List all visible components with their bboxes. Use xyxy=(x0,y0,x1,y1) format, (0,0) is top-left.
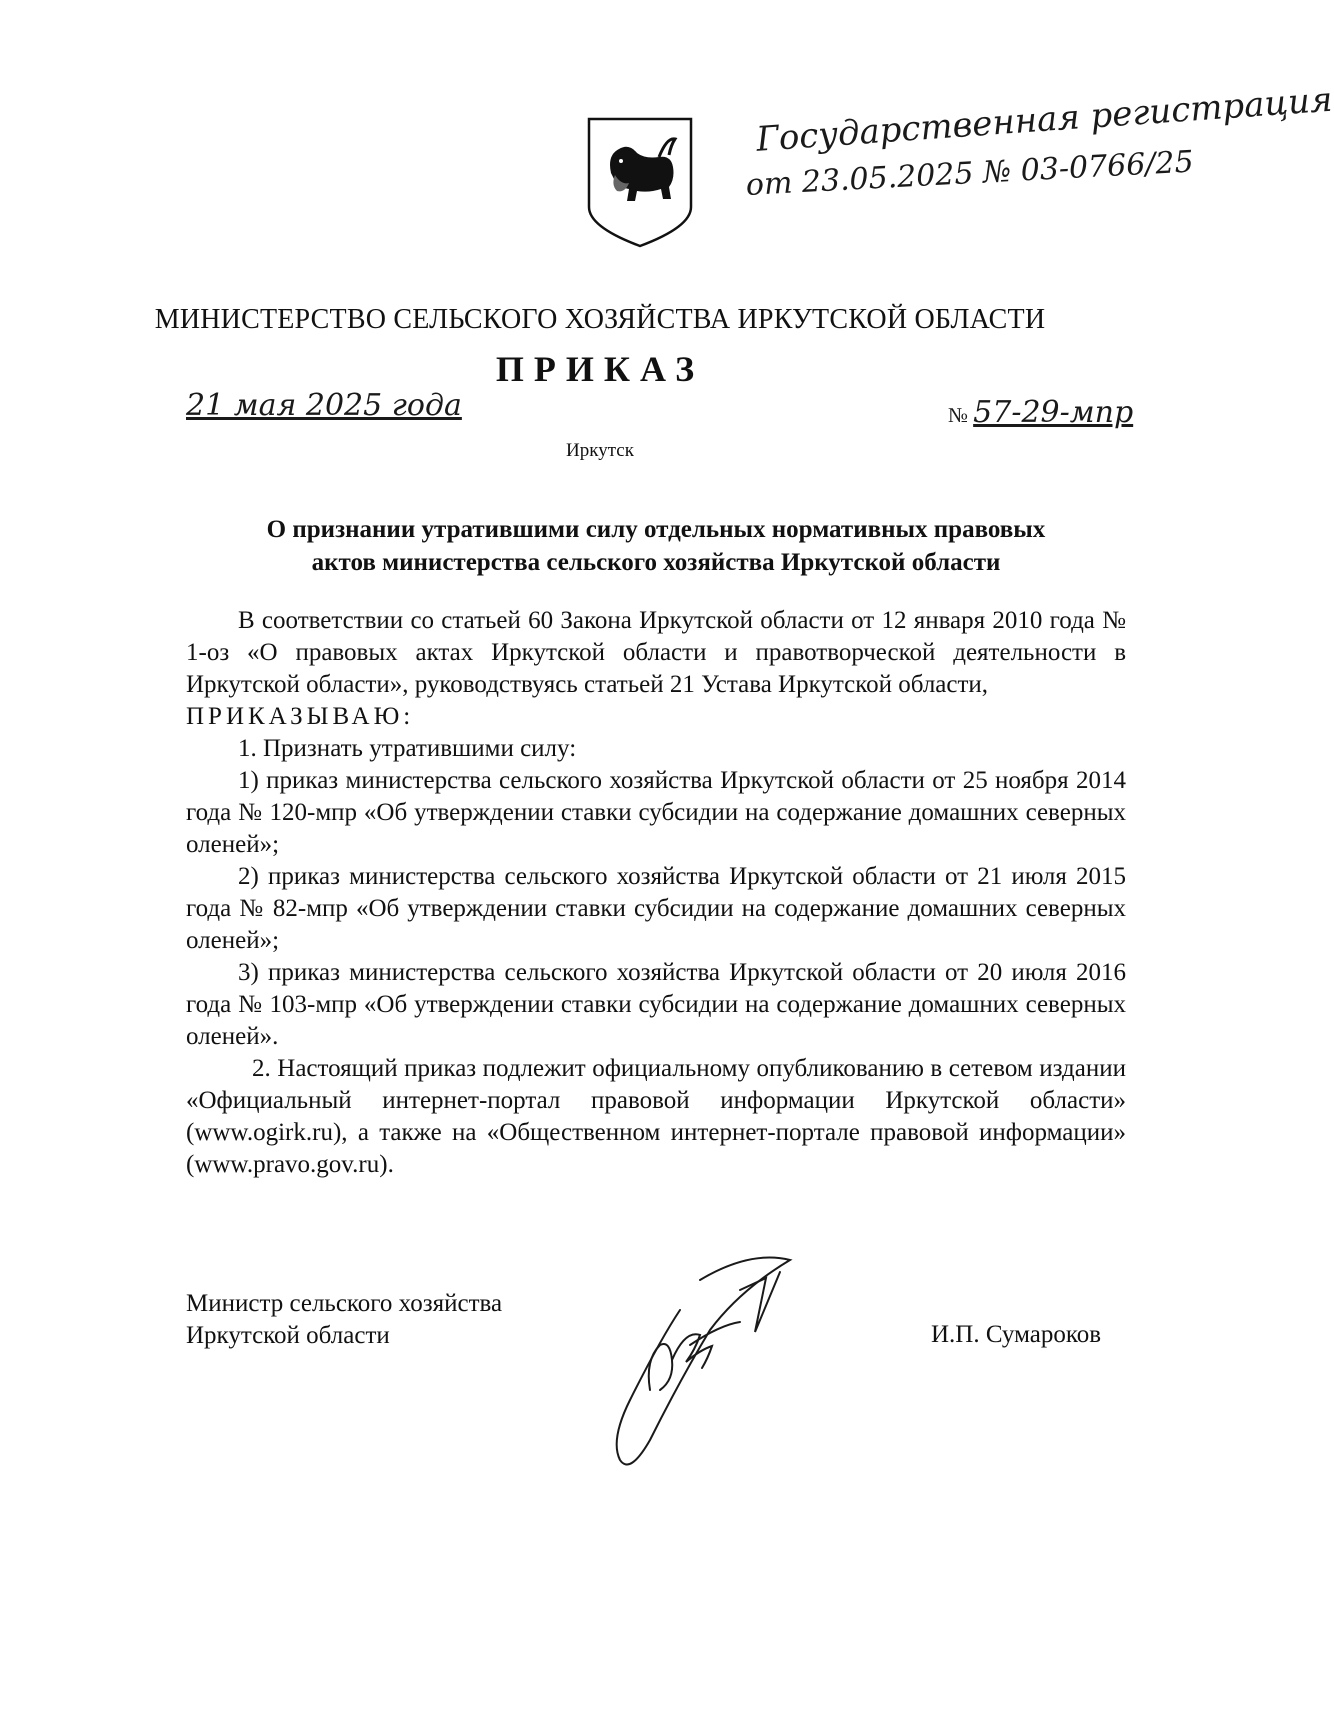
item-1-3: 3) приказ министерства сельского хозяйства Иркутской области от 20 июля 2016 года № 103-мпр «Об утверждении ставки субсидии на содержание домашних северных оленей». xyxy=(186,959,1126,1050)
number-prefix: № xyxy=(948,403,969,427)
title-line1: О признании утратившими силу отдельных нормативных правовых xyxy=(266,516,1046,543)
item-1-1: 1) приказ министерства сельского хозяйства Иркутской области от 25 ноября 2014 года № 120-мпр «Об утверждении ставки субсидии на содержание домашних северных оленей»; xyxy=(186,767,1126,858)
item-1: 1. Признать утратившими силу: xyxy=(238,735,577,762)
document-type: ПРИКАЗ xyxy=(495,349,705,389)
role-line1: Министр сельского хозяйства xyxy=(186,1290,503,1317)
signatory-role xyxy=(186,1288,502,1352)
number-value: 57-29-мпр xyxy=(973,395,1134,430)
role-line2: Иркутской области xyxy=(186,1322,390,1349)
coat-of-arms-icon xyxy=(585,115,695,255)
registration-stamp-line2: от 23.05.2025 № 03-0766/25 xyxy=(745,144,1195,203)
item-1-2: 2) приказ министерства сельского хозяйства Иркутской области от 21 июля 2015 года № 82-мпр «Об утверждении ставки субсидии на содержание домашних северных оленей»; xyxy=(186,863,1126,954)
registration-stamp-line1: Государственная регистрация xyxy=(755,79,1334,160)
handwritten-signature-icon xyxy=(590,1250,850,1485)
intro-paragraph: В соответствии со статьей 60 Закона Иркутской области от 12 января 2010 года № 1-оз «О правовых актах Иркутской области и правотворческой деятельности в Иркутской области», руководствуясь статьей 21 Устава Иркутской области, xyxy=(186,607,1126,698)
signatory-name: И.П. Сумароков xyxy=(931,1321,1102,1348)
document-title xyxy=(186,513,1126,579)
document-body xyxy=(186,605,1126,1181)
title-line2: актов министерства сельского хозяйства Иркутской области xyxy=(311,549,1001,576)
item-2: 2. Настоящий приказ подлежит официальному опубликованию в сетевом издании «Официальный интернет-портал правовой информации Иркутской области» (www.ogirk.ru), а также на «Общественном интернет-портале правовой информации» (www.pravo.gov.ru). xyxy=(186,1055,1126,1178)
document-number xyxy=(948,395,1133,430)
document-date: 21 мая 2025 года xyxy=(186,388,462,423)
order-word: ПРИКАЗЫВАЮ: xyxy=(186,703,415,730)
ministry-name: МИНИСТЕРСТВО СЕЛЬСКОГО ХОЗЯЙСТВА ИРКУТСКОЙ ОБЛАСТИ xyxy=(154,304,1046,335)
city: Иркутск xyxy=(566,440,634,461)
